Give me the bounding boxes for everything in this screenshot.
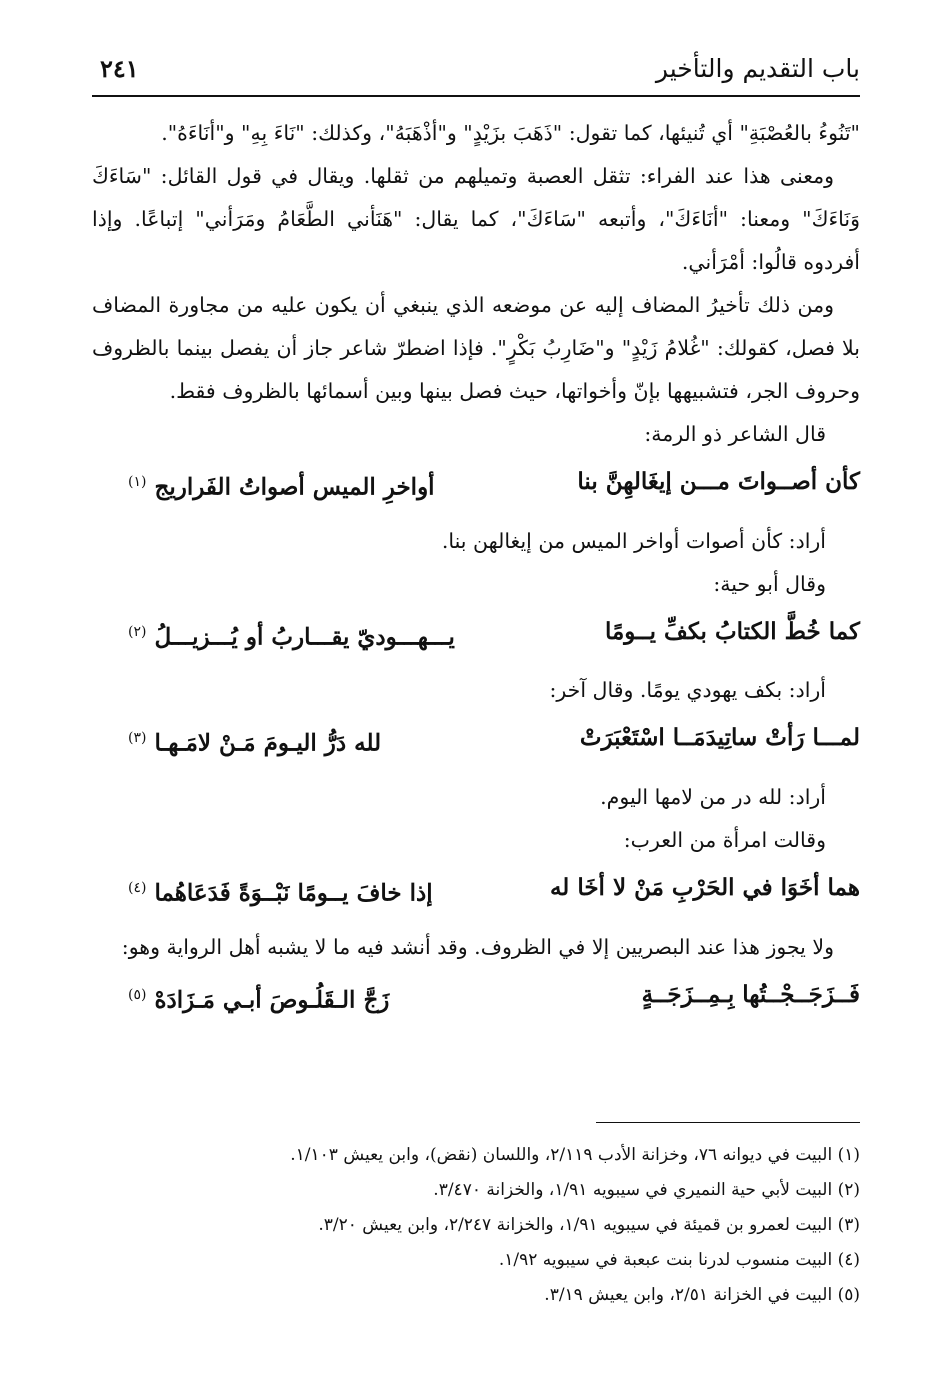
verse-explanation-2: أراد: بكف يهودي يومًا. وقال آخر: — [549, 678, 826, 703]
footnotes — [92, 1138, 860, 1313]
verse-3 — [92, 714, 860, 768]
verse-3-first-hemistich: لمـــا رَأتْ ساتِيدَمَــا اسْتَعْبَرَتْ — [579, 724, 860, 752]
verse-2 — [92, 608, 860, 662]
verse-1-second-hemistich: أواخرِ الميس أصواتُ الفَراريج $^{(١)}$ — [128, 473, 435, 501]
verse-intro-2: وقال أبو حية: — [713, 571, 826, 596]
footnote-1: (١) البيت في ديوانه ٧٦، وخزانة الأدب ٢/١١٩، واللسان (نقض)، وابن يعيش ١/١٠٣. — [290, 1145, 860, 1165]
footnote-5: (٥) البيت في الخزانة ٢/٥١، وابن يعيش ٣/١٩. — [544, 1285, 860, 1305]
verse-5-second-hemistich: زَجَّ الـقَلُـوصَ أبـي مَـزَادَهْ $^{(٥)}$ — [128, 986, 390, 1014]
footnote-ref-3: (٣) — [128, 730, 147, 747]
footnote-ref-4: (٤) — [128, 879, 147, 896]
verse-2-second-hemistich: يـــهـــوديّ يقـــاربُ أو يُـــزيـــلُ $^{(٢)}$ — [128, 623, 455, 651]
page-header — [92, 50, 860, 90]
footnote-ref-2: (٢) — [128, 623, 147, 640]
chapter-title: باب التقديم والتأخير — [655, 54, 860, 83]
verse-3-second-hemistich: لله دَرُّ اليـومَ مَـنْ لامَـهـا $^{(٣)}$ — [128, 729, 382, 757]
verse-5-first-hemistich: فَــزَجَــجْــتُها بِـمِــزَجَــةٍ — [641, 980, 860, 1008]
verse-intro-1: قال الشاعر ذو الرمة: — [644, 422, 826, 446]
verse-intro-4: وقالت امرأة من العرب: — [623, 827, 826, 852]
paragraph-3: ومن ذلك تأخيرُ المضاف إليه عن موضعه الذي ينبغي أن يكون عليه من مجاورة المضاف بلا فصل، كقولك: "غُلامُ زَيْدٍ" و"ضَارِبُ بَكْرٍ". فإذا اضطرّ شاعر جاز أن يفصل بينما بالظروف وحروف الجر، فتشبيهها بإنّ وأخواتها، حيث فصل بينها وبين أسمائها بالظروف فقط. — [92, 293, 860, 403]
verse-4 — [92, 864, 860, 918]
footnote-ref-1: (١) — [128, 474, 147, 490]
footnote-4: (٤) البيت منسوب لدرنا بنت عبعبة في سيبويه ١/٩٢. — [498, 1250, 860, 1270]
footnote-separator — [596, 1122, 860, 1123]
verse-1 — [92, 458, 860, 512]
footnote-3: (٣) البيت لعمرو بن قميئة في سيبويه ١/٩١، والخزانة ٢/٢٤٧، وابن يعيش ٣/٢٠. — [318, 1215, 860, 1235]
main-text — [92, 112, 860, 1032]
verse-explanation-3: أراد: لله در من لامها اليوم. — [600, 784, 826, 809]
paragraph-4: ولا يجوز هذا عند البصريين إلا في الظروف. وقد أنشد فيه ما لا يشبه أهل الرواية وهو: — [121, 934, 834, 959]
verse-5 — [92, 971, 860, 1025]
verse-4-first-hemistich: هما أخَوَا في الحَرْبِ مَنْ لا أخَا له — [549, 873, 860, 901]
footnote-2: (٢) البيت لأبي حية النميري في سيبويه ١/٩١، والخزانة ٣/٤٧٠. — [433, 1180, 860, 1200]
verse-1-first-hemistich: كأن أصــواتَ مـــن إيغَالهِنَّ بنا — [577, 468, 860, 495]
page-number: ٢٤١ — [100, 54, 139, 83]
verse-2-first-hemistich: كما خُطَّ الكتابُ بكفِّ يــومًا — [604, 617, 860, 645]
verse-explanation-1: أراد: كأن أصوات أواخر الميس من إيغالهن بنا. — [441, 528, 826, 553]
verse-4-second-hemistich: إذا خافَ يــومًا نَبْــوَةً فَدَعَاهُما $^{(٤)}$ — [128, 879, 433, 907]
paragraph-2: ومعنى هذا عند الفراء: تثقل العصبة وتميلهم من ثقلها. ويقال في قول القائل: "سَاءَكَ وَنَاءَكَ" ومعنا: "أنَاءَكَ"، وأتبعه "سَاءَكَ"، كما يقال: "هَنَأني الطَّعَامُ ومَرَأني" إتباعًا. وإذا أفردوه قالُوا: أمْرَأني. — [92, 164, 860, 274]
paragraph-1: "تَنُوءُ بالعُصْبَةِ" أي تُنيئها، كما تقول: "ذَهَبَ بزَيْدٍ" و"أذْهَبَهُ"، وكذلك: "نَاءَ بِهِ" و"أنَاءَهُ". — [161, 121, 860, 145]
footnote-ref-5: (٥) — [128, 986, 147, 1003]
header-rule — [92, 95, 860, 97]
